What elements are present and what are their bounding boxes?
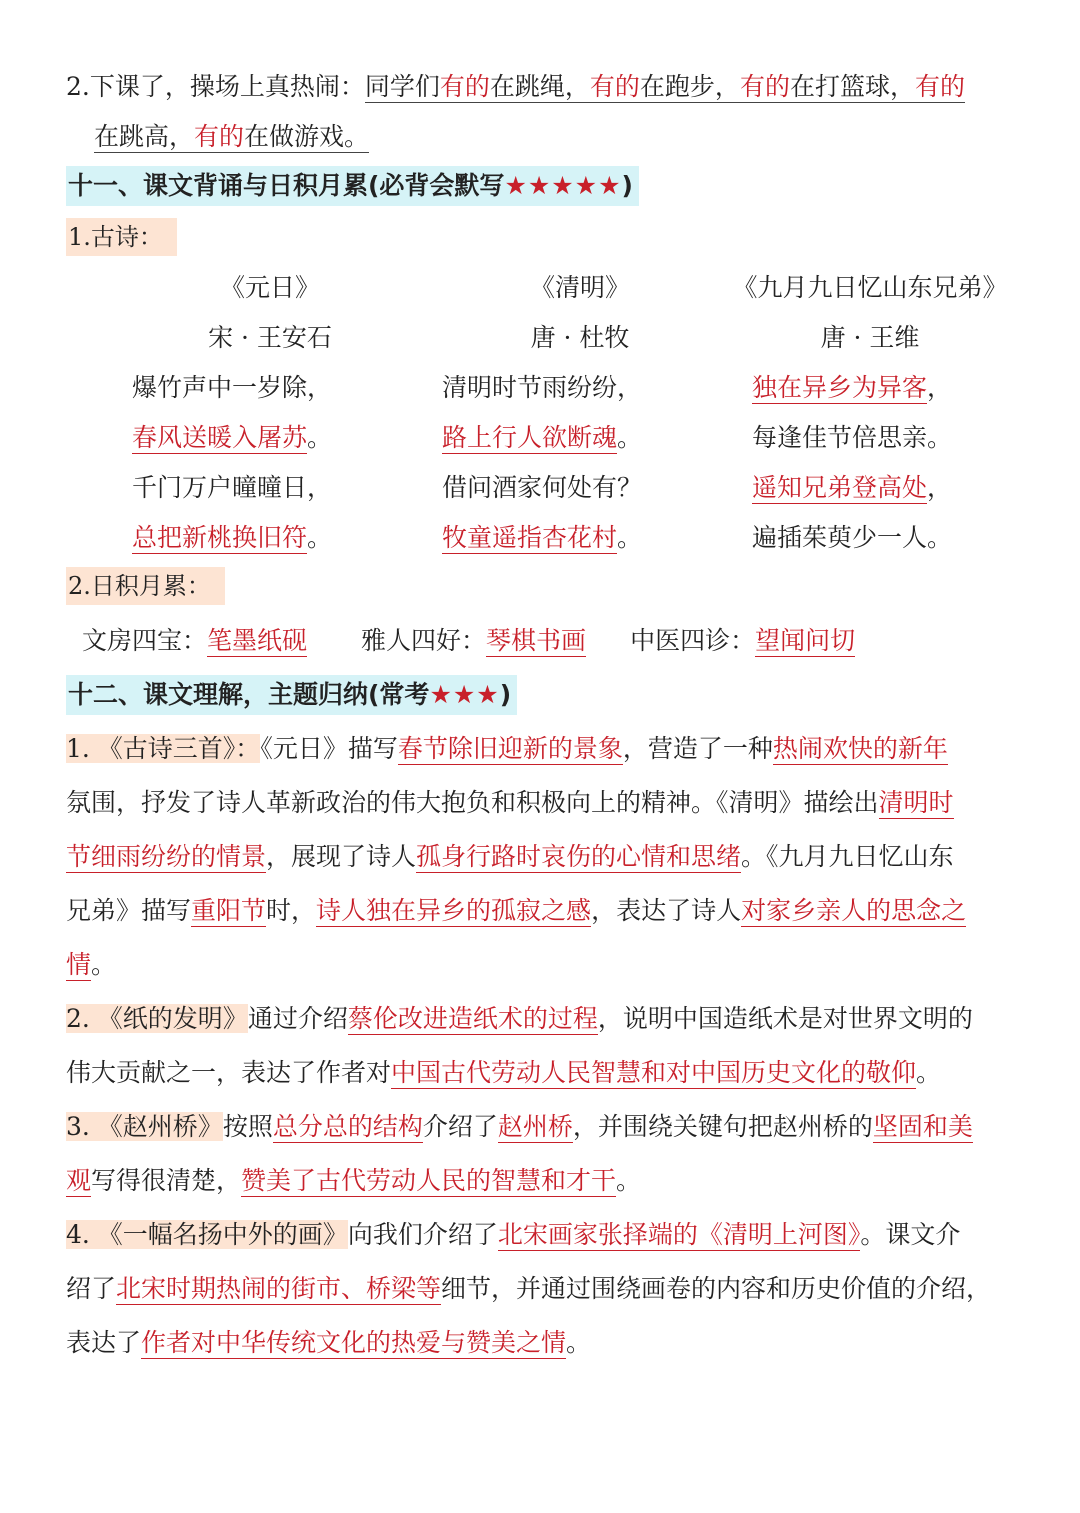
poem-line xyxy=(110,368,430,418)
poem-title: 《清明》 xyxy=(529,273,630,302)
summary-item-1 xyxy=(66,722,1016,992)
key-phrase: 赞美了古代劳动人民的智慧和才干 xyxy=(241,1166,617,1195)
key-phrase: 情 xyxy=(66,950,92,979)
heading-text: ) xyxy=(621,171,633,200)
answer-text: 笔墨纸砚 xyxy=(207,626,308,655)
summary-item-2 xyxy=(66,992,1016,1100)
key-phrase: 热闹欢快的新年 xyxy=(772,734,948,763)
heading-text: 十一、课文背诵与日积月累(必背会默写 xyxy=(68,171,505,200)
text: 介绍了 xyxy=(422,1112,498,1141)
keyword: 有的 xyxy=(194,122,245,151)
poem-author: 唐 · 王维 xyxy=(820,323,920,352)
key-phrase: 春节除旧迎新的景象 xyxy=(397,734,623,763)
text: ，营造了一种 xyxy=(622,734,773,763)
recite-text: 总把新桃换旧符 xyxy=(132,523,308,552)
text: 。 xyxy=(617,423,643,452)
recite-text: 独在异乡为异客 xyxy=(752,373,928,402)
text: 向我们介绍了 xyxy=(347,1220,498,1249)
keyword: 有的 xyxy=(439,72,490,101)
text: 《元日》描写 xyxy=(260,734,398,763)
poem-title: 《元日》 xyxy=(219,273,320,302)
keyword: 有的 xyxy=(739,72,790,101)
key-phrase: 北宋时期热闹的街市、桥梁等 xyxy=(116,1274,442,1303)
item2-line1 xyxy=(66,70,965,104)
accumulation-row xyxy=(82,624,855,658)
item-tag: 3. 《赵州桥》 xyxy=(66,1112,223,1141)
poem-line xyxy=(700,518,1040,568)
poem-qingming xyxy=(420,268,740,568)
text: 写得很清楚， xyxy=(91,1166,242,1195)
text: 千门万户曈曈日， xyxy=(132,473,333,502)
key-phrase: 节细雨纷纷的情景 xyxy=(66,842,267,871)
poem-line xyxy=(110,518,430,568)
heading-text: 十二、课文理解，主题归纳(常考 xyxy=(68,680,430,709)
poem-line xyxy=(420,468,740,518)
text: 。《九月九日忆山东 xyxy=(741,842,954,871)
text: 在跳绳， xyxy=(489,72,590,101)
star-rating-icon: ★★★ xyxy=(429,680,500,709)
key-phrase: 作者对中华传统文化的热爱与赞美之情 xyxy=(141,1328,567,1357)
text: 在打篮球， xyxy=(789,72,915,101)
poem-line xyxy=(110,418,430,468)
text: 时， xyxy=(266,896,317,925)
key-phrase: 重阳节 xyxy=(191,896,267,925)
text: 在跑步， xyxy=(639,72,740,101)
poem-line xyxy=(700,418,1040,468)
key-phrase: 观 xyxy=(66,1166,92,1195)
text: ， xyxy=(927,473,953,502)
recite-text: 遥知兄弟登高处 xyxy=(752,473,928,502)
text: ，说明中国造纸术是对世界文明的 xyxy=(597,1004,973,1033)
underlined-sentence xyxy=(365,72,965,103)
poem-author: 唐 · 杜牧 xyxy=(530,323,630,352)
poem-line xyxy=(110,468,430,518)
heading-text: ) xyxy=(499,680,512,709)
underlined-sentence xyxy=(94,122,369,153)
poem-jiuyue xyxy=(700,268,1040,568)
text: ，展现了诗人 xyxy=(266,842,417,871)
text: 同学们 xyxy=(364,72,440,101)
section-12-heading xyxy=(66,675,517,715)
item-tag: 2. 《纸的发明》 xyxy=(66,1004,248,1033)
item2-line2 xyxy=(94,120,369,154)
text: 雅人四好： xyxy=(361,626,487,655)
summary-item-4 xyxy=(66,1208,1016,1370)
recite-text: 路上行人欲断魂 xyxy=(442,423,618,452)
text: 。 xyxy=(307,523,333,552)
text: 文房四宝： xyxy=(82,626,208,655)
text: 。 xyxy=(616,1166,642,1195)
text: 兄弟》描写 xyxy=(66,896,192,925)
text: 在做游戏。 xyxy=(244,122,370,151)
key-phrase: 孤身行路时哀伤的心情和思绪 xyxy=(416,842,742,871)
text: ， xyxy=(927,373,953,402)
poem-line xyxy=(700,368,1040,418)
key-phrase: 北宋画家张择端的《清明上河图》 xyxy=(497,1220,861,1249)
key-phrase: 蔡伦改进造纸术的过程 xyxy=(347,1004,598,1033)
text: ，并围绕关键句把赵州桥的 xyxy=(572,1112,873,1141)
text: 绍了 xyxy=(66,1274,117,1303)
text: 。 xyxy=(617,523,643,552)
text: 通过介绍 xyxy=(247,1004,348,1033)
text: 遍插茱萸少一人。 xyxy=(752,523,953,552)
key-phrase: 坚固和美 xyxy=(872,1112,973,1141)
text: 。 xyxy=(566,1328,592,1357)
recite-text: 牧童遥指杏花村 xyxy=(442,523,618,552)
item-tag: 1. 《古诗三首》： xyxy=(66,734,261,763)
key-phrase: 清明时 xyxy=(878,788,954,817)
text: 爆竹声中一岁除， xyxy=(132,373,333,402)
text: 2.下课了，操场上真热闹： xyxy=(66,72,365,101)
text: 。 xyxy=(916,1058,942,1087)
subheading-daily-accumulation: 2.日积月累： xyxy=(66,567,225,605)
text: 每逢佳节倍思亲。 xyxy=(752,423,953,452)
poem-line xyxy=(420,418,740,468)
summary-item-3 xyxy=(66,1100,1016,1208)
text: ，表达了诗人 xyxy=(591,896,742,925)
key-phrase: 赵州桥 xyxy=(497,1112,573,1141)
text: 中医四诊： xyxy=(630,626,756,655)
text: 表达了 xyxy=(66,1328,142,1357)
text: 清明时节雨纷纷， xyxy=(442,373,643,402)
item-tag: 4. 《一幅名扬中外的画》 xyxy=(66,1220,348,1249)
subheading-ancient-poems: 1.古诗： xyxy=(66,218,177,256)
keyword: 有的 xyxy=(589,72,640,101)
recite-text: 春风送暖入屠苏 xyxy=(132,423,308,452)
key-phrase: 诗人独在异乡的孤寂之感 xyxy=(316,896,592,925)
text: 伟大贡献之一，表达了作者对 xyxy=(66,1058,392,1087)
text: 借问酒家何处有？ xyxy=(442,473,643,502)
key-phrase: 总分总的结构 xyxy=(272,1112,423,1141)
poem-author: 宋 · 王安石 xyxy=(208,323,332,352)
section-11-heading xyxy=(66,166,639,206)
text: 。 xyxy=(91,950,117,979)
text: 在跳高， xyxy=(94,122,195,151)
key-phrase: 中国古代劳动人民智慧和对中国历史文化的敬仰 xyxy=(391,1058,917,1087)
star-rating-icon: ★★★★★ xyxy=(504,171,622,200)
text: 。 xyxy=(307,423,333,452)
text: 。课文介 xyxy=(860,1220,961,1249)
poem-title: 《九月九日忆山东兄弟》 xyxy=(732,273,1008,302)
poem-line xyxy=(420,368,740,418)
text: 细节，并通过围绕画卷的内容和历史价值的介绍， xyxy=(441,1274,992,1303)
poem-line xyxy=(420,518,740,568)
answer-text: 望闻问切 xyxy=(755,626,856,655)
poem-yuanri xyxy=(110,268,430,568)
answer-text: 琴棋书画 xyxy=(486,626,587,655)
poem-line xyxy=(700,468,1040,518)
text: 氛围，抒发了诗人革新政治的伟大抱负和积极向上的精神。《清明》描绘出 xyxy=(66,788,879,817)
keyword: 有的 xyxy=(914,72,965,101)
text: 按照 xyxy=(222,1112,273,1141)
key-phrase: 对家乡亲人的思念之 xyxy=(741,896,967,925)
